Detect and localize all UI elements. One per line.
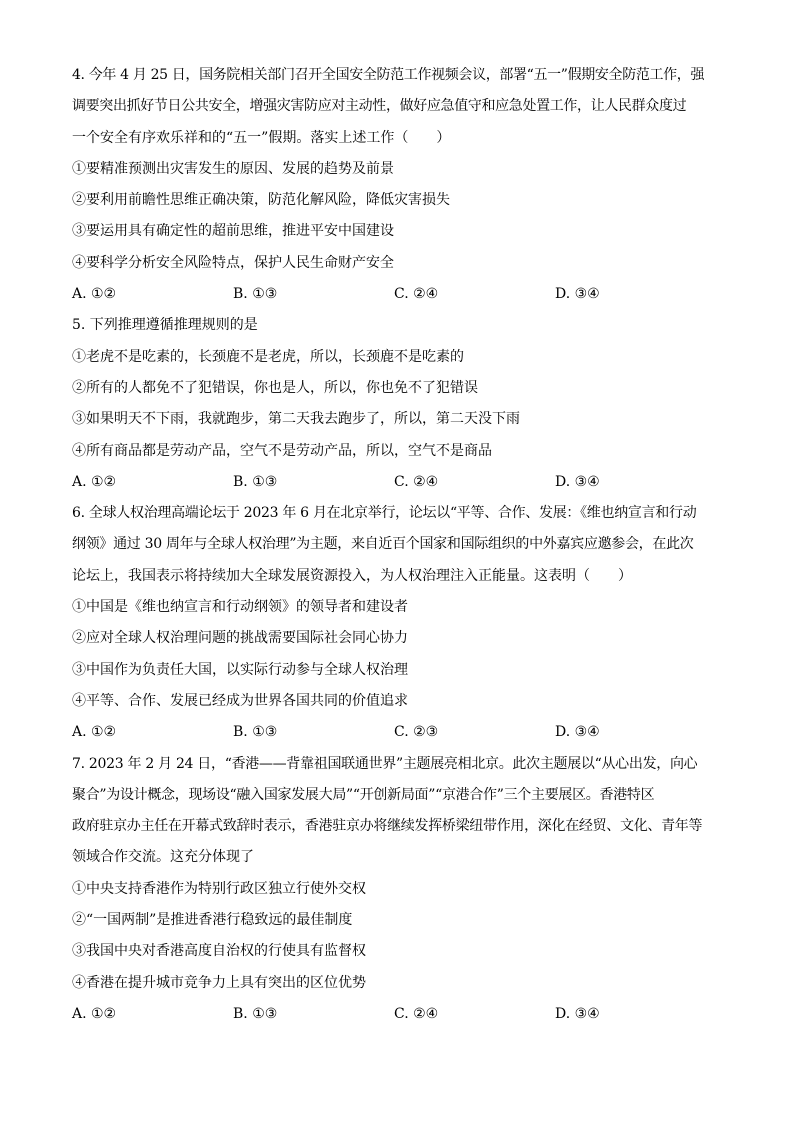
question-5 — [72, 310, 732, 498]
question-stem-line: 7. 2023 年 2 月 24 日，“香港——背靠祖国联通世界”主题展亮相北京。此次主题展以“从心出发，向心 — [72, 755, 698, 772]
question-stem-line: 论坛上，我国表示将持续加大全球发展资源投入，为人权治理注入正能量。这表明（ ） — [72, 567, 632, 584]
question-4 — [72, 60, 732, 310]
statement-item: ④要科学分析安全风险特点，保护人民生命财产安全 — [72, 254, 394, 271]
statement-item: ③我国中央对香港高度自治权的行使具有监督权 — [72, 943, 366, 960]
statement-item: ②要利用前瞻性思维正确决策，防范化解风险，降低灾害损失 — [72, 192, 450, 209]
option-a: A. ①② — [72, 473, 117, 490]
option-c: C. ②③ — [394, 724, 439, 741]
option-c: C. ②④ — [394, 286, 439, 303]
answer-options — [72, 717, 732, 748]
question-stem-line: 政府驻京办主任在开幕式致辞时表示，香港驻京办将继续发挥桥梁纽带作用，深化在经贸、文化、青年等 — [72, 818, 703, 835]
answer-options — [72, 467, 732, 498]
question-stem-line: 聚合”为设计概念，现场设“融入国家发展大局”“开创新局面”“京港合作”三个主要展区。香港特区 — [72, 786, 655, 803]
option-d: D. ③④ — [555, 473, 600, 490]
option-b: B. ①③ — [233, 286, 278, 303]
exam-page — [72, 60, 732, 1030]
statement-item: ②“一国两制”是推进香港行稳致远的最佳制度 — [72, 912, 353, 929]
answer-options — [72, 279, 732, 310]
option-a: A. ①② — [72, 286, 117, 303]
option-d: D. ③④ — [555, 724, 600, 741]
statement-item: ④所有商品都是劳动产品，空气不是劳动产品，所以，空气不是商品 — [72, 442, 492, 459]
option-b: B. ①③ — [233, 724, 278, 741]
statement-item: ①中央支持香港作为特别行政区独立行使外交权 — [72, 880, 366, 897]
option-a: A. ①② — [72, 1005, 117, 1022]
statement-item: ③要运用具有确定性的超前思维，推进平安中国建设 — [72, 223, 394, 240]
question-stem-line: 纲领》通过 30 周年与全球人权治理”为主题，来自近百个国家和国际组织的中外嘉宾应邀参会，在此次 — [72, 536, 694, 553]
question-7 — [72, 749, 732, 1031]
statement-item: ①老虎不是吃素的，长颈鹿不是老虎，所以，长颈鹿不是吃素的 — [72, 348, 464, 365]
question-stem-line: 5. 下列推理遵循推理规则的是 — [72, 317, 258, 334]
statement-item: ②应对全球人权治理问题的挑战需要国际社会同心协力 — [72, 630, 408, 647]
question-stem-line: 调要突出抓好节日公共安全，增强灾害防应对主动性，做好应急值守和应急处置工作，让人民群众度过 — [72, 98, 687, 115]
statement-item: ④平等、合作、发展已经成为世界各国共同的价值追求 — [72, 692, 408, 709]
question-stem-line: 一个安全有序欢乐祥和的“五一”假期。落实上述工作（ ） — [72, 129, 451, 146]
option-b: B. ①③ — [233, 1005, 278, 1022]
statement-item: ③中国作为负责任大国，以实际行动参与全球人权治理 — [72, 661, 408, 678]
statement-item: ④香港在提升城市竞争力上具有突出的区位优势 — [72, 974, 366, 991]
option-d: D. ③④ — [555, 286, 600, 303]
statement-item: ①要精准预测出灾害发生的原因、发展的趋势及前景 — [72, 160, 394, 177]
statement-item: ②所有的人都免不了犯错误，你也是人，所以，你也免不了犯错误 — [72, 379, 478, 396]
option-d: D. ③④ — [555, 1005, 600, 1022]
question-stem-line: 4. 今年 4 月 25 日，国务院相关部门召开全国安全防范工作视频会议，部署“五一”假期安全防范工作，强 — [72, 67, 705, 83]
option-c: C. ②④ — [394, 473, 439, 490]
option-c: C. ②④ — [394, 1005, 439, 1022]
statement-item: ①中国是《维也纳宣言和行动纲领》的领导者和建设者 — [72, 599, 408, 616]
question-stem-line: 领域合作交流。这充分体现了 — [72, 849, 254, 866]
option-a: A. ①② — [72, 724, 117, 741]
statement-item: ③如果明天不下雨，我就跑步，第二天我去跑步了，所以，第二天没下雨 — [72, 411, 520, 428]
question-stem-line: 6. 全球人权治理高端论坛于 2023 年 6 月在北京举行，论坛以“平等、合作、发展：《维也纳宣言和行动 — [72, 505, 697, 522]
question-6 — [72, 498, 732, 748]
option-b: B. ①③ — [233, 473, 278, 490]
answer-options — [72, 999, 732, 1030]
